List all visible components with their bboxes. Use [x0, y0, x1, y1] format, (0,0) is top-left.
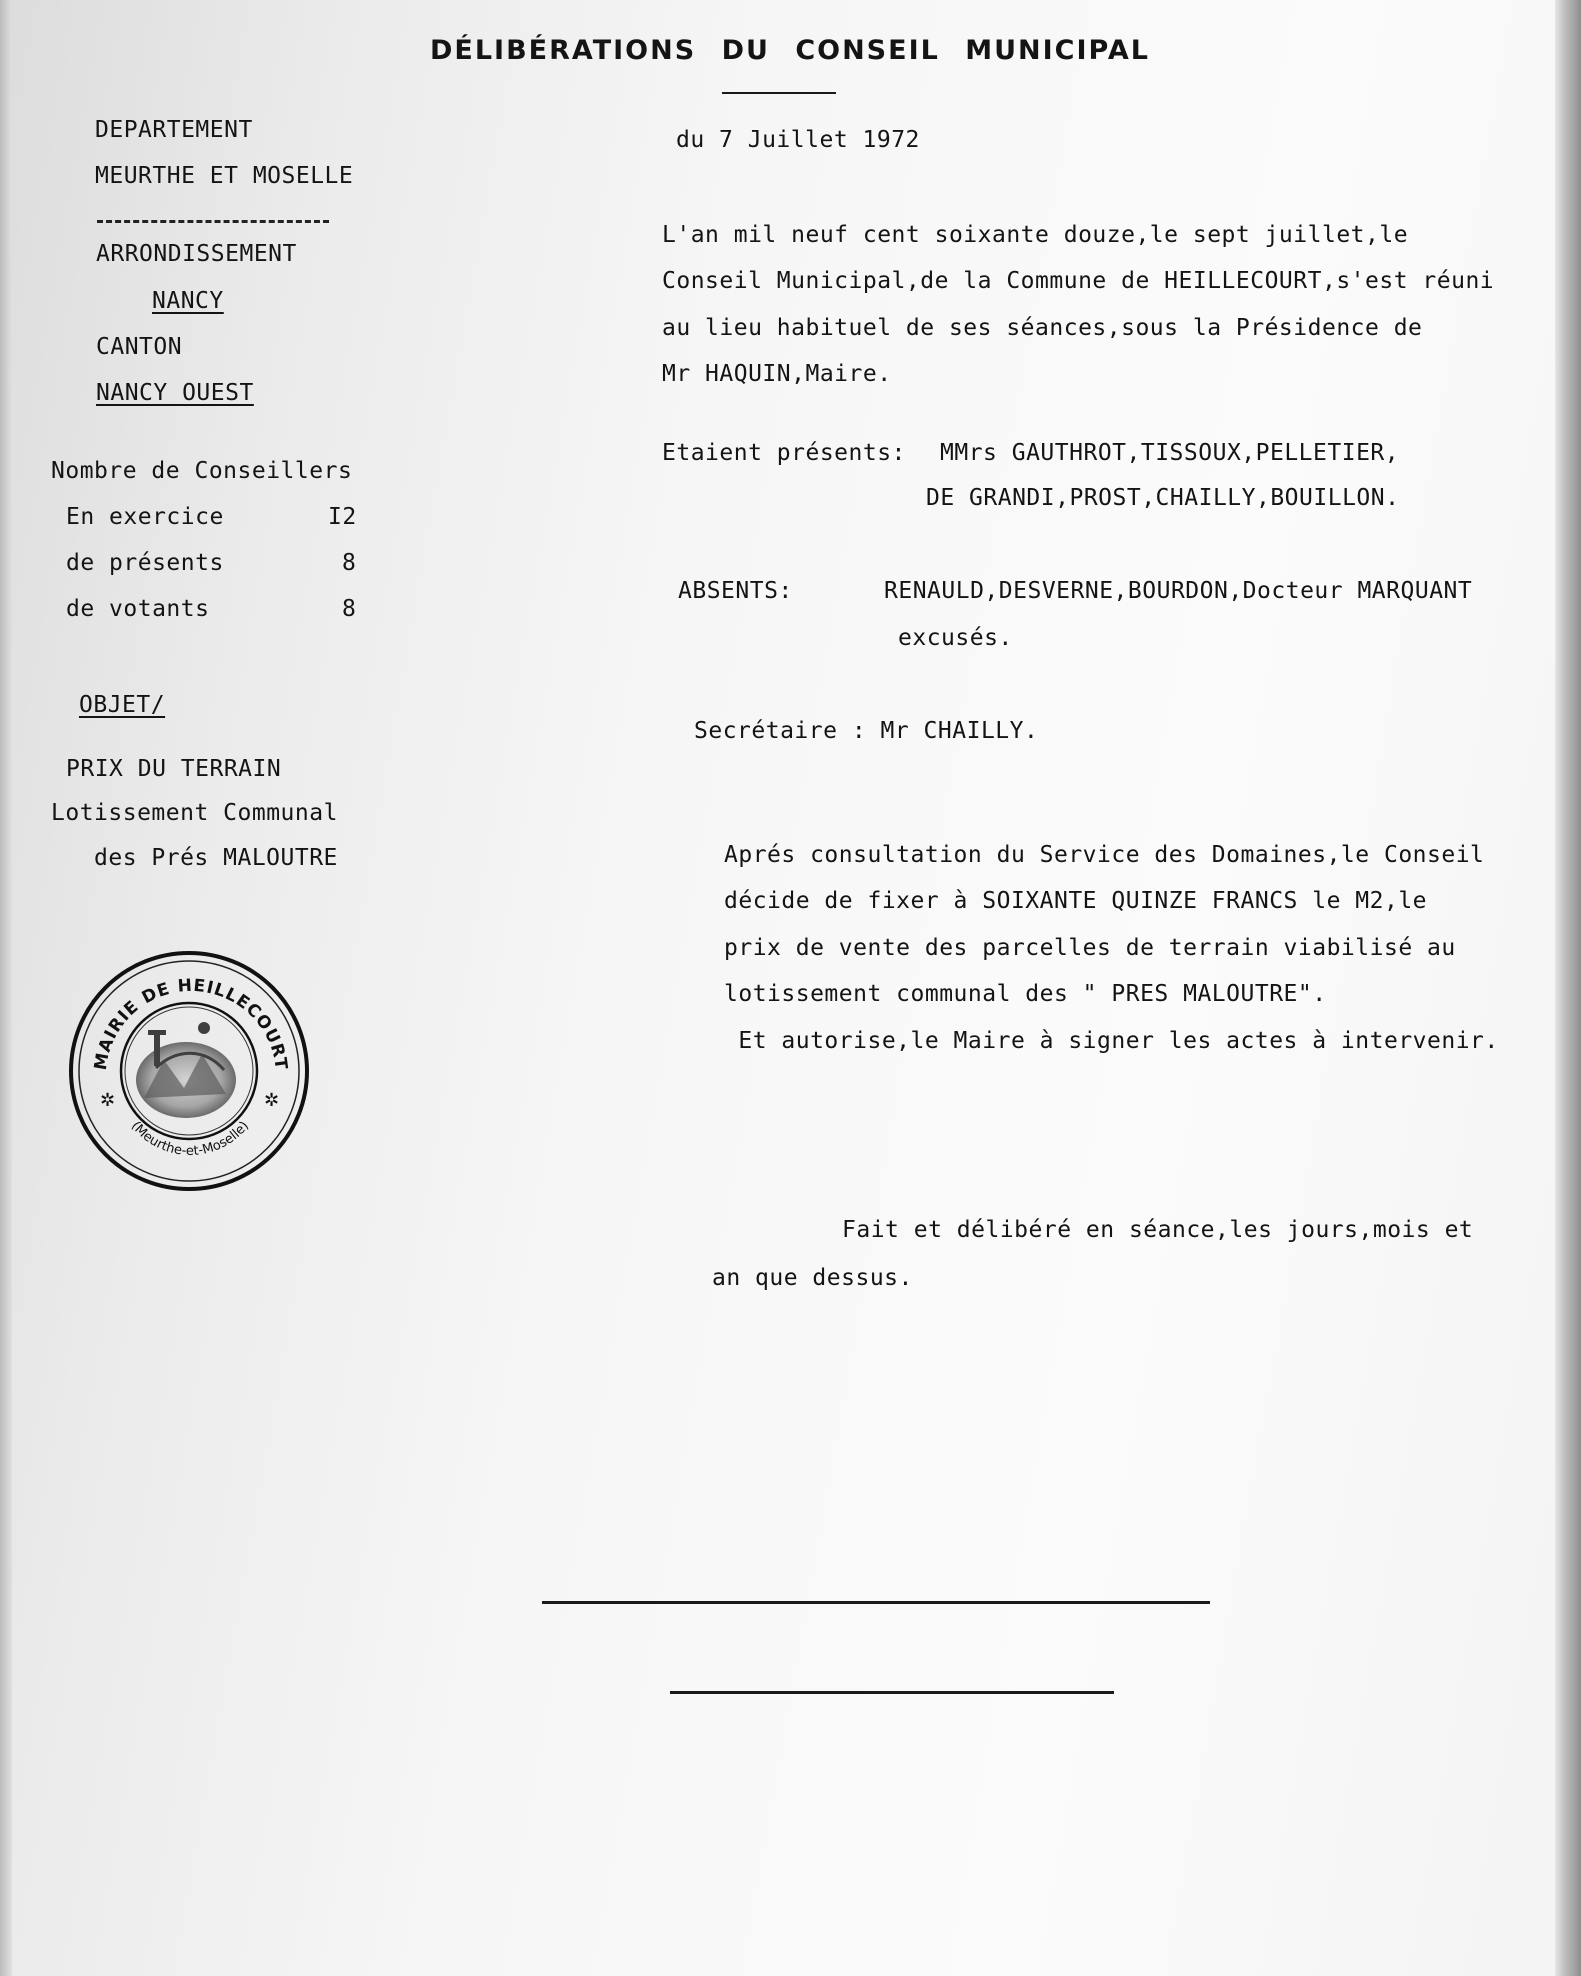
counts-heading: Nombre de Conseillers [51, 458, 353, 484]
count-value-exercice: I2 [328, 504, 357, 530]
count-value-presents: 8 [342, 550, 357, 576]
presents-line-1: MMrs GAUTHROT,TISSOUX,PELLETIER, [940, 440, 1400, 466]
session-date: du 7 Juillet 1972 [676, 127, 920, 153]
page-edge-right [1555, 0, 1581, 1976]
absents-line-2: excusés. [898, 625, 1013, 651]
arrondissement-value: NANCY [152, 288, 224, 314]
secretaire-line: Secrétaire : Mr CHAILLY. [694, 718, 1039, 744]
decision-line-3: prix de vente des parcelles de terrain viabilisé au [724, 935, 1456, 961]
svg-text:MAIRIE DE HEILLECOURT: MAIRIE DE HEILLECOURT [90, 975, 291, 1072]
canton-label: CANTON [96, 334, 183, 360]
svg-text:(Meurthe-et-Moselle): (Meurthe-et-Moselle) [127, 1118, 253, 1159]
title-underline [722, 92, 836, 94]
intro-line-3: au lieu habituel de ses séances,sous la Présidence de [662, 315, 1423, 341]
objet-label: OBJET/ [79, 692, 166, 718]
star-icon: ✲ [264, 1090, 280, 1111]
seal-emblem [136, 1022, 236, 1118]
departement-value: MEURTHE ET MOSELLE [95, 163, 354, 189]
presents-label: Etaient présents: [662, 440, 906, 466]
decision-line-5: Et autorise,le Maire à signer les actes à intervenir. [724, 1028, 1499, 1054]
count-label-exercice: En exercice [66, 504, 224, 530]
presents-line-2: DE GRANDI,PROST,CHAILLY,BOUILLON. [926, 485, 1400, 511]
page-shadow-left [0, 0, 12, 1976]
section-divider [97, 220, 329, 223]
objet-line-3: des Prés MALOUTRE [94, 845, 338, 871]
decision-line-4: lotissement communal des " PRES MALOUTRE". [724, 981, 1327, 1007]
intro-line-2: Conseil Municipal,de la Commune de HEILLECOURT,s'est réuni [662, 268, 1495, 294]
absents-line-1: RENAULD,DESVERNE,BOURDON,Docteur MARQUANT [884, 578, 1473, 604]
count-value-votants: 8 [342, 596, 357, 622]
count-label-presents: de présents [66, 550, 224, 576]
arrondissement-label: ARRONDISSEMENT [96, 241, 297, 267]
objet-line-1: PRIX DU TERRAIN [66, 756, 282, 782]
closing-line-2: an que dessus. [712, 1265, 913, 1291]
star-icon: ✲ [100, 1090, 116, 1111]
document-title: DÉLIBÉRATIONS DU CONSEIL MUNICIPAL [430, 35, 1150, 66]
absents-label: ABSENTS: [678, 578, 793, 604]
decision-line-2: décide de fixer à SOIXANTE QUINZE FRANCS le M2,le [724, 888, 1428, 914]
count-label-votants: de votants [66, 596, 210, 622]
closing-line-1: Fait et délibéré en séance,les jours,mois et [842, 1217, 1474, 1243]
closing-rule-long [542, 1601, 1210, 1604]
departement-label: DEPARTEMENT [95, 117, 253, 143]
mairie-seal [66, 948, 312, 1194]
intro-line-4: Mr HAQUIN,Maire. [662, 361, 892, 387]
intro-line-1: L'an mil neuf cent soixante douze,le sept juillet,le [662, 222, 1409, 248]
objet-line-2: Lotissement Communal [51, 800, 338, 826]
decision-line-1: Aprés consultation du Service des Domaines,le Conseil [724, 842, 1485, 868]
canton-value: NANCY OUEST [96, 380, 254, 406]
closing-rule-short [670, 1691, 1114, 1694]
